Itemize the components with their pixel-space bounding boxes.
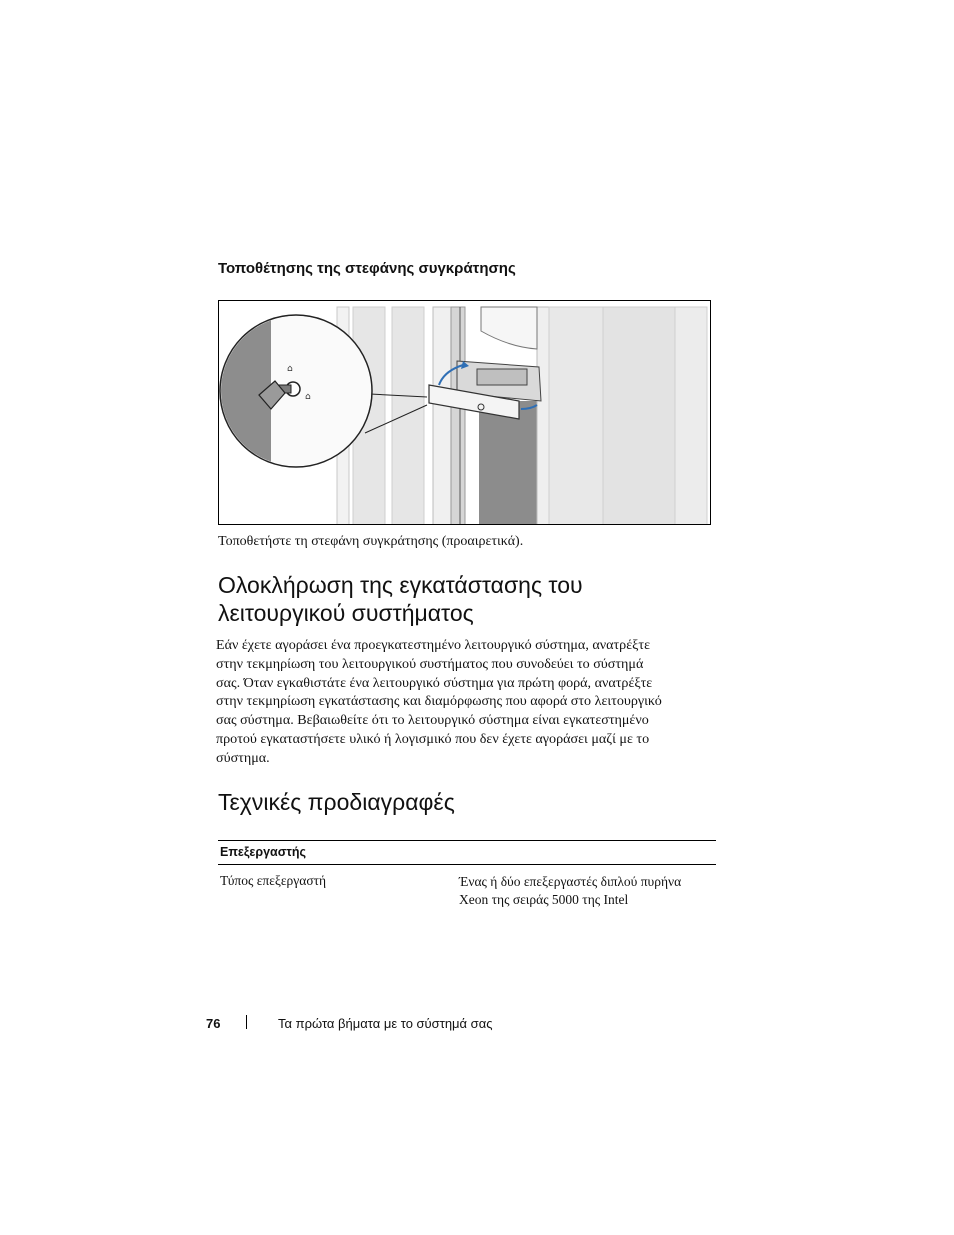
paragraph-line: σύστημα.: [216, 749, 270, 766]
paragraph-line: σας σύστημα. Βεβαιωθείτε ότι το λειτουργικό σύστημα είναι εγκατεστημένο: [216, 712, 649, 729]
specs-title: Τεχνικές προδιαγραφές: [218, 789, 455, 815]
row-label: Τύπος επεξεργαστή: [220, 873, 327, 888]
os-section-title-line2: λειτουργικού συστήματος: [218, 600, 474, 626]
table-header: Επεξεργαστής: [218, 841, 716, 865]
svg-text:⌂: ⌂: [287, 364, 293, 374]
row-value: [459, 873, 716, 908]
table-row: [218, 865, 716, 907]
os-section-title-line1: Ολοκλήρωση της εγκατάστασης του: [218, 572, 583, 598]
paragraph-line: Εάν έχετε αγοράσει ένα προεγκατεστημένο λειτουργικό σύστημα, ανατρέξτε: [216, 637, 650, 653]
section-heading: Τοποθέτησης της στεφάνης συγκράτησης: [218, 260, 516, 277]
row-value-line: Xeon της σειράς 5000 της Intel: [459, 891, 629, 907]
svg-text:⌂: ⌂: [305, 392, 311, 402]
paragraph-line: στην τεκμηρίωση εγκατάστασης και διαμόρφωσης που αφορά στο λειτουργικό: [216, 693, 662, 710]
bezel-installation-illustration: [218, 300, 711, 525]
paragraph-line: προτού εγκαταστήσετε υλικό ή λογισμικό που δεν έχετε αγοράσει μαζί με το: [216, 730, 650, 747]
paragraph-line: στην τεκμηρίωση του λειτουργικού συστήματος που συνοδεύει το σύστημά: [216, 655, 644, 672]
running-title: Τα πρώτα βήματα με το σύστημά σας: [278, 1016, 493, 1031]
row-value-line: Ένας ή δύο επεξεργαστές διπλού πυρήνα: [459, 874, 682, 889]
footer-divider: [246, 1015, 247, 1029]
os-section-title: [218, 571, 583, 627]
figure-caption: Τοποθετήστε τη στεφάνη συγκράτησης (προαιρετικά).: [218, 534, 524, 549]
specs-table: [218, 840, 716, 907]
page-number: 76: [206, 1016, 221, 1031]
paragraph-line: σας. Όταν εγκαθιστάτε ένα λειτουργικό σύστημα για πρώτη φορά, ανατρέξτε: [216, 674, 653, 691]
os-section-paragraph: [216, 636, 716, 768]
